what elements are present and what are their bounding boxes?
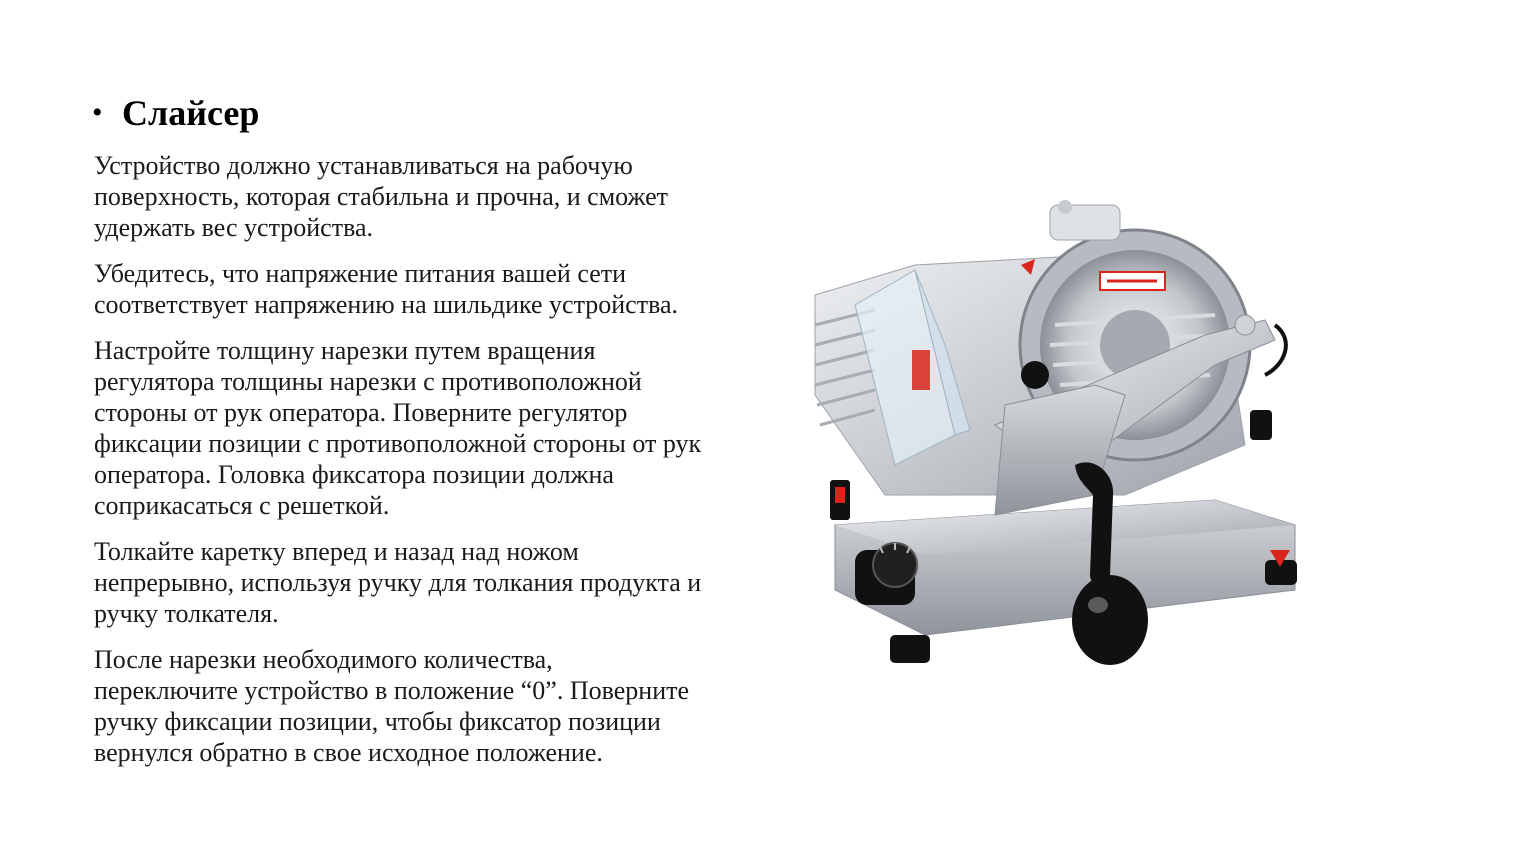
paragraph-after-slicing: После нарезки необходимого количества, переключите устройство в положение “0”. Поверните ручку фиксации позиции, чтобы фиксатор позиции вернулся обратно в свое исходное положение. [94,645,690,767]
slide-title: Слайсер [122,93,260,133]
paragraph-voltage: Убедитесь, что напряжение питания вашей сети соответствует напряжению на шильдике устройства. [94,259,679,319]
paragraph-installation: Устройство должно устанавливаться на рабочую поверхность, которая стабильна и прочна, и сможет удержать вес устройства. [94,151,669,242]
title-row [92,88,259,138]
paragraph-thickness: Настройте толщину нарезки путем вращения регулятора толщины нарезки с противоположной стороны от рук оператора. Поверните регулятор фиксации позиции с противоположной стороны от рук оператора. Головка фиксатора позиции должна соприкасаться с решеткой. [94,336,702,520]
paragraph-carriage: Толкайте каретку вперед и назад над ножом непрерывно, используя ручку для толкания продукта и ручку толкателя. [94,537,702,628]
meat-slicer-image [795,195,1315,685]
bullet-icon: • [92,96,103,129]
body-text [94,150,784,783]
